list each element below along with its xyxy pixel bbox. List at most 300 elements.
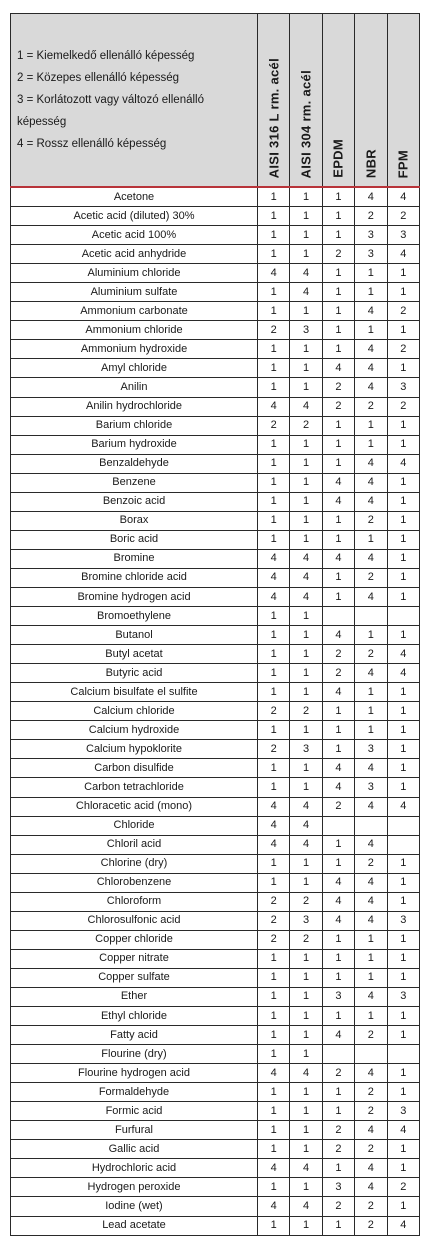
- resistance-rating-cell: 4: [322, 759, 354, 778]
- resistance-rating-cell: 4: [290, 1197, 322, 1216]
- resistance-rating-cell: 2: [322, 1064, 354, 1083]
- resistance-rating-cell: 1: [258, 1026, 290, 1045]
- resistance-rating-cell: 1: [258, 207, 290, 226]
- resistance-rating-cell: 4: [355, 987, 387, 1006]
- column-header-nbr: [355, 14, 387, 188]
- resistance-rating-cell: 1: [387, 702, 419, 721]
- resistance-rating-cell: 1: [355, 416, 387, 435]
- resistance-rating-cell: 1: [322, 587, 354, 606]
- chemical-name: Chlorine (dry): [11, 854, 258, 873]
- resistance-rating-cell: 1: [290, 645, 322, 664]
- resistance-rating-cell: 1: [258, 530, 290, 549]
- resistance-rating-cell: 1: [387, 778, 419, 797]
- resistance-rating-cell: 2: [387, 207, 419, 226]
- table-row: [11, 683, 420, 702]
- resistance-rating-cell: 1: [290, 1121, 322, 1140]
- chemical-name: Chlorosulfonic acid: [11, 911, 258, 930]
- chemical-name: Chlorobenzene: [11, 873, 258, 892]
- table-row: [11, 416, 420, 435]
- resistance-rating-cell: 4: [290, 397, 322, 416]
- table-row: [11, 1083, 420, 1102]
- resistance-rating-cell: 1: [290, 473, 322, 492]
- resistance-rating-cell: 1: [258, 645, 290, 664]
- chemical-name: Ether: [11, 987, 258, 1006]
- resistance-rating-cell: 1: [290, 454, 322, 473]
- resistance-rating-cell: 1: [258, 759, 290, 778]
- chemical-name: Chloril acid: [11, 835, 258, 854]
- resistance-rating-cell: [322, 1045, 354, 1064]
- resistance-rating-cell: 2: [387, 302, 419, 321]
- resistance-rating-cell: 2: [355, 1197, 387, 1216]
- chemical-name: Acetone: [11, 187, 258, 207]
- resistance-rating-cell: 1: [355, 968, 387, 987]
- chemical-name: Acetic acid anhydride: [11, 245, 258, 264]
- resistance-rating-cell: 1: [355, 930, 387, 949]
- resistance-rating-cell: 1: [322, 968, 354, 987]
- resistance-rating-cell: 1: [322, 302, 354, 321]
- resistance-rating-cell: 3: [290, 911, 322, 930]
- chemical-name: Ammonium chloride: [11, 321, 258, 340]
- resistance-rating-cell: 2: [322, 797, 354, 816]
- table-row: [11, 302, 420, 321]
- resistance-rating-cell: 1: [322, 226, 354, 245]
- chemical-name: Bromine: [11, 549, 258, 568]
- resistance-rating-cell: 2: [290, 702, 322, 721]
- chemical-name: Benzaldehyde: [11, 454, 258, 473]
- resistance-rating-cell: 1: [290, 492, 322, 511]
- resistance-rating-cell: 2: [355, 1102, 387, 1121]
- resistance-rating-cell: 1: [322, 340, 354, 359]
- resistance-rating-cell: 1: [387, 1197, 419, 1216]
- resistance-rating-cell: 1: [258, 1102, 290, 1121]
- resistance-rating-cell: 1: [322, 187, 354, 207]
- resistance-rating-cell: 1: [387, 854, 419, 873]
- resistance-rating-cell: 1: [322, 283, 354, 302]
- resistance-rating-cell: 1: [258, 492, 290, 511]
- table-row: [11, 797, 420, 816]
- resistance-rating-cell: 1: [258, 1216, 290, 1235]
- resistance-rating-cell: 4: [355, 340, 387, 359]
- resistance-rating-cell: 1: [355, 530, 387, 549]
- resistance-rating-cell: 4: [258, 549, 290, 568]
- resistance-rating-cell: 1: [258, 968, 290, 987]
- resistance-rating-cell: 1: [258, 1140, 290, 1159]
- resistance-rating-cell: 2: [258, 321, 290, 340]
- resistance-rating-cell: 1: [387, 264, 419, 283]
- resistance-rating-cell: 4: [355, 759, 387, 778]
- resistance-rating-cell: 1: [258, 1121, 290, 1140]
- resistance-rating-cell: 1: [290, 1178, 322, 1197]
- resistance-rating-cell: 4: [355, 302, 387, 321]
- resistance-rating-cell: 1: [322, 854, 354, 873]
- resistance-rating-cell: 4: [322, 626, 354, 645]
- resistance-rating-cell: 2: [355, 397, 387, 416]
- table-row: [11, 721, 420, 740]
- resistance-rating-cell: 1: [355, 283, 387, 302]
- chemical-name: Hydrochloric acid: [11, 1159, 258, 1178]
- chemical-name: Calcium chloride: [11, 702, 258, 721]
- table-row: [11, 1026, 420, 1045]
- legend-item-2: 2 = Közepes ellenálló képesség: [17, 72, 180, 84]
- chemical-name: Iodine (wet): [11, 1197, 258, 1216]
- table-row: [11, 626, 420, 645]
- resistance-rating-cell: 1: [387, 1140, 419, 1159]
- legend-cell: [11, 14, 258, 188]
- resistance-rating-cell: 1: [387, 930, 419, 949]
- chemical-name: Chloracetic acid (mono): [11, 797, 258, 816]
- table-row: [11, 207, 420, 226]
- resistance-rating-cell: [355, 1045, 387, 1064]
- chemical-name: Copper nitrate: [11, 949, 258, 968]
- resistance-rating-cell: 2: [322, 245, 354, 264]
- column-label: EPDM: [330, 139, 346, 178]
- resistance-rating-cell: 1: [387, 359, 419, 378]
- table-row: [11, 187, 420, 207]
- table-row: [11, 397, 420, 416]
- chemical-name: Acetic acid (diluted) 30%: [11, 207, 258, 226]
- legend-item-1: 1 = Kiemelkedő ellenálló képesség: [17, 50, 195, 62]
- resistance-rating-cell: 1: [290, 511, 322, 530]
- resistance-rating-cell: 1: [387, 1064, 419, 1083]
- resistance-rating-cell: 2: [322, 1140, 354, 1159]
- table-row: [11, 1197, 420, 1216]
- resistance-rating-cell: 1: [290, 1083, 322, 1102]
- resistance-rating-cell: 1: [258, 226, 290, 245]
- chemical-name: Ammonium carbonate: [11, 302, 258, 321]
- resistance-rating-cell: 4: [290, 568, 322, 587]
- table-row: [11, 492, 420, 511]
- resistance-rating-cell: 1: [290, 226, 322, 245]
- resistance-rating-cell: 2: [355, 1026, 387, 1045]
- resistance-rating-cell: 1: [355, 683, 387, 702]
- table-row: [11, 987, 420, 1006]
- resistance-rating-cell: [355, 816, 387, 835]
- resistance-rating-cell: 4: [258, 264, 290, 283]
- resistance-rating-cell: 1: [290, 359, 322, 378]
- resistance-rating-cell: 4: [355, 187, 387, 207]
- chemical-name: Carbon tetrachloride: [11, 778, 258, 797]
- resistance-rating-cell: 3: [355, 226, 387, 245]
- resistance-rating-cell: 1: [387, 759, 419, 778]
- resistance-rating-cell: 1: [290, 759, 322, 778]
- resistance-rating-cell: 1: [258, 721, 290, 740]
- resistance-rating-cell: 2: [258, 930, 290, 949]
- resistance-rating-cell: 4: [322, 911, 354, 930]
- table-row: [11, 949, 420, 968]
- resistance-rating-cell: 1: [258, 778, 290, 797]
- column-header-aisi-304: [290, 14, 322, 188]
- resistance-rating-cell: 3: [290, 740, 322, 759]
- table-row: [11, 587, 420, 606]
- resistance-rating-cell: 1: [258, 187, 290, 207]
- resistance-rating-cell: 4: [387, 1216, 419, 1235]
- table-row: [11, 854, 420, 873]
- resistance-rating-cell: 1: [387, 530, 419, 549]
- resistance-rating-cell: 1: [258, 378, 290, 397]
- resistance-rating-cell: 1: [290, 968, 322, 987]
- chemical-name: Benzoic acid: [11, 492, 258, 511]
- chemical-name: Ethyl chloride: [11, 1007, 258, 1026]
- column-label: FPM: [395, 149, 411, 178]
- resistance-rating-cell: 1: [387, 683, 419, 702]
- resistance-rating-cell: 4: [387, 664, 419, 683]
- resistance-rating-cell: 1: [387, 949, 419, 968]
- resistance-rating-cell: 3: [290, 321, 322, 340]
- resistance-rating-cell: 4: [355, 1159, 387, 1178]
- chemical-name: Butanol: [11, 626, 258, 645]
- resistance-rating-cell: 4: [290, 283, 322, 302]
- resistance-rating-cell: 3: [322, 987, 354, 1006]
- resistance-rating-cell: 1: [258, 1178, 290, 1197]
- chemical-name: Butyric acid: [11, 664, 258, 683]
- resistance-rating-cell: 2: [322, 1121, 354, 1140]
- table-row: [11, 664, 420, 683]
- resistance-rating-cell: 1: [290, 378, 322, 397]
- resistance-rating-cell: 2: [355, 854, 387, 873]
- resistance-rating-cell: 1: [387, 626, 419, 645]
- resistance-rating-cell: 2: [355, 568, 387, 587]
- resistance-rating-cell: 1: [387, 435, 419, 454]
- resistance-rating-cell: [387, 1045, 419, 1064]
- chemical-name: Copper chloride: [11, 930, 258, 949]
- resistance-rating-cell: [322, 607, 354, 626]
- resistance-rating-cell: 1: [258, 1007, 290, 1026]
- resistance-rating-cell: 1: [322, 207, 354, 226]
- table-row: [11, 873, 420, 892]
- resistance-rating-cell: 4: [322, 1026, 354, 1045]
- resistance-rating-cell: 1: [322, 949, 354, 968]
- resistance-rating-cell: 1: [322, 721, 354, 740]
- resistance-rating-cell: 4: [258, 1064, 290, 1083]
- resistance-rating-cell: 4: [258, 797, 290, 816]
- table-row: [11, 968, 420, 987]
- resistance-rating-cell: 1: [322, 454, 354, 473]
- resistance-rating-cell: 2: [387, 397, 419, 416]
- chemical-name: Ammonium hydroxide: [11, 340, 258, 359]
- table-row: [11, 378, 420, 397]
- resistance-rating-cell: 4: [290, 587, 322, 606]
- column-header-epdm: [322, 14, 354, 188]
- resistance-rating-cell: 1: [322, 1159, 354, 1178]
- table-row: [11, 359, 420, 378]
- resistance-rating-cell: 1: [258, 511, 290, 530]
- resistance-rating-cell: 2: [258, 416, 290, 435]
- resistance-rating-cell: 1: [387, 1026, 419, 1045]
- resistance-rating-cell: 1: [387, 587, 419, 606]
- table-body: [11, 187, 420, 1235]
- resistance-rating-cell: 1: [322, 702, 354, 721]
- chemical-name: Benzene: [11, 473, 258, 492]
- resistance-rating-cell: 1: [258, 987, 290, 1006]
- resistance-rating-cell: [355, 607, 387, 626]
- resistance-rating-cell: 1: [387, 1007, 419, 1026]
- resistance-rating-cell: 4: [258, 587, 290, 606]
- resistance-rating-cell: 4: [355, 1178, 387, 1197]
- resistance-rating-cell: 4: [290, 797, 322, 816]
- table-row: [11, 340, 420, 359]
- resistance-rating-cell: 1: [322, 930, 354, 949]
- resistance-rating-cell: 4: [322, 778, 354, 797]
- table-row: [11, 645, 420, 664]
- resistance-rating-cell: 1: [258, 1045, 290, 1064]
- resistance-rating-cell: 1: [258, 854, 290, 873]
- resistance-rating-cell: 1: [322, 568, 354, 587]
- resistance-rating-cell: 1: [258, 626, 290, 645]
- chemical-name: Aluminium sulfate: [11, 283, 258, 302]
- resistance-rating-cell: 4: [387, 187, 419, 207]
- resistance-rating-cell: 2: [322, 1197, 354, 1216]
- resistance-rating-cell: 2: [322, 378, 354, 397]
- table-row: [11, 568, 420, 587]
- resistance-rating-cell: 1: [258, 873, 290, 892]
- chemical-name: Lead acetate: [11, 1216, 258, 1235]
- chemical-name: Calcium bisulfate el sulfite: [11, 683, 258, 702]
- resistance-rating-cell: 1: [387, 549, 419, 568]
- resistance-rating-cell: 1: [322, 435, 354, 454]
- resistance-rating-cell: 2: [322, 664, 354, 683]
- resistance-rating-cell: 1: [387, 740, 419, 759]
- resistance-rating-cell: 1: [290, 340, 322, 359]
- resistance-rating-cell: 1: [387, 568, 419, 587]
- resistance-rating-cell: 1: [290, 187, 322, 207]
- resistance-rating-cell: 4: [322, 549, 354, 568]
- resistance-rating-cell: 4: [355, 664, 387, 683]
- resistance-rating-cell: 1: [290, 435, 322, 454]
- table-row: [11, 435, 420, 454]
- resistance-rating-cell: 1: [387, 283, 419, 302]
- resistance-rating-cell: 4: [355, 473, 387, 492]
- table-row: [11, 911, 420, 930]
- resistance-rating-cell: 1: [290, 949, 322, 968]
- resistance-rating-cell: 1: [258, 302, 290, 321]
- resistance-rating-cell: 2: [258, 702, 290, 721]
- resistance-rating-cell: 4: [387, 1121, 419, 1140]
- resistance-rating-cell: 1: [258, 473, 290, 492]
- resistance-rating-cell: 4: [355, 911, 387, 930]
- resistance-rating-cell: 3: [355, 778, 387, 797]
- resistance-rating-cell: 4: [290, 816, 322, 835]
- resistance-rating-cell: 4: [355, 873, 387, 892]
- table-row: [11, 759, 420, 778]
- resistance-rating-cell: 1: [322, 416, 354, 435]
- resistance-rating-cell: 1: [258, 664, 290, 683]
- resistance-rating-cell: 1: [322, 530, 354, 549]
- resistance-rating-cell: [387, 835, 419, 854]
- resistance-rating-cell: 1: [290, 1140, 322, 1159]
- resistance-rating-cell: 1: [387, 1083, 419, 1102]
- chemical-name: Barium chloride: [11, 416, 258, 435]
- table-row: [11, 1064, 420, 1083]
- table-row: [11, 473, 420, 492]
- resistance-rating-cell: 1: [290, 721, 322, 740]
- resistance-rating-cell: 1: [290, 664, 322, 683]
- resistance-rating-cell: 4: [258, 1197, 290, 1216]
- table-row: [11, 816, 420, 835]
- resistance-rating-cell: 4: [355, 835, 387, 854]
- resistance-rating-cell: 1: [322, 321, 354, 340]
- resistance-rating-cell: 2: [322, 397, 354, 416]
- resistance-rating-cell: 4: [258, 568, 290, 587]
- table-row: [11, 530, 420, 549]
- resistance-rating-cell: 1: [387, 873, 419, 892]
- resistance-rating-cell: 4: [355, 587, 387, 606]
- table-row: [11, 1216, 420, 1235]
- resistance-rating-cell: 1: [322, 264, 354, 283]
- resistance-rating-cell: 1: [290, 873, 322, 892]
- resistance-rating-cell: 1: [387, 492, 419, 511]
- chemical-name: Aluminium chloride: [11, 264, 258, 283]
- resistance-rating-cell: 4: [322, 359, 354, 378]
- resistance-rating-cell: 1: [355, 702, 387, 721]
- resistance-rating-cell: 4: [322, 473, 354, 492]
- resistance-rating-cell: 1: [322, 1007, 354, 1026]
- table-row: [11, 245, 420, 264]
- resistance-rating-cell: 1: [322, 835, 354, 854]
- table-row: [11, 1140, 420, 1159]
- resistance-rating-cell: 4: [258, 816, 290, 835]
- resistance-rating-cell: 1: [258, 435, 290, 454]
- resistance-table-container: [10, 13, 420, 1236]
- column-header-aisi-316l: [258, 14, 290, 188]
- resistance-rating-cell: 1: [355, 435, 387, 454]
- table-row: [11, 1178, 420, 1197]
- resistance-rating-cell: 1: [355, 1007, 387, 1026]
- table-row: [11, 549, 420, 568]
- table-row: [11, 1102, 420, 1121]
- resistance-rating-cell: 4: [258, 397, 290, 416]
- resistance-rating-cell: 4: [258, 835, 290, 854]
- chemical-name: Chloroform: [11, 892, 258, 911]
- resistance-rating-cell: 2: [355, 207, 387, 226]
- table-row: [11, 264, 420, 283]
- chemical-name: Formaldehyde: [11, 1083, 258, 1102]
- resistance-rating-cell: 1: [387, 321, 419, 340]
- resistance-rating-cell: 1: [355, 626, 387, 645]
- resistance-rating-cell: 1: [322, 1216, 354, 1235]
- table-row: [11, 511, 420, 530]
- column-label: NBR: [363, 148, 379, 178]
- chemical-name: Copper sulfate: [11, 968, 258, 987]
- chemical-name: Amyl chloride: [11, 359, 258, 378]
- resistance-rating-cell: 2: [355, 1083, 387, 1102]
- table-row: [11, 930, 420, 949]
- resistance-rating-cell: [322, 816, 354, 835]
- column-header-fpm: [387, 14, 419, 188]
- resistance-rating-cell: 1: [387, 892, 419, 911]
- legend-item-4: 4 = Rossz ellenálló képesség: [17, 138, 167, 150]
- resistance-rating-cell: 1: [322, 511, 354, 530]
- table-row: [11, 1007, 420, 1026]
- resistance-rating-cell: 1: [290, 778, 322, 797]
- resistance-rating-cell: 4: [290, 1159, 322, 1178]
- resistance-rating-cell: 2: [290, 416, 322, 435]
- resistance-rating-cell: 4: [355, 378, 387, 397]
- resistance-rating-cell: 4: [387, 645, 419, 664]
- resistance-rating-cell: 1: [290, 530, 322, 549]
- chemical-name: Anilin: [11, 378, 258, 397]
- resistance-rating-cell: 1: [355, 721, 387, 740]
- chemical-name: Bromine hydrogen acid: [11, 587, 258, 606]
- chemical-name: Chloride: [11, 816, 258, 835]
- resistance-rating-cell: 4: [355, 549, 387, 568]
- chemical-name: Anilin hydrochloride: [11, 397, 258, 416]
- resistance-rating-cell: 1: [387, 1159, 419, 1178]
- chemical-name: Butyl acetat: [11, 645, 258, 664]
- table-header: [11, 14, 420, 188]
- resistance-rating-cell: 1: [387, 473, 419, 492]
- resistance-rating-cell: 1: [290, 1045, 322, 1064]
- resistance-rating-cell: 4: [290, 549, 322, 568]
